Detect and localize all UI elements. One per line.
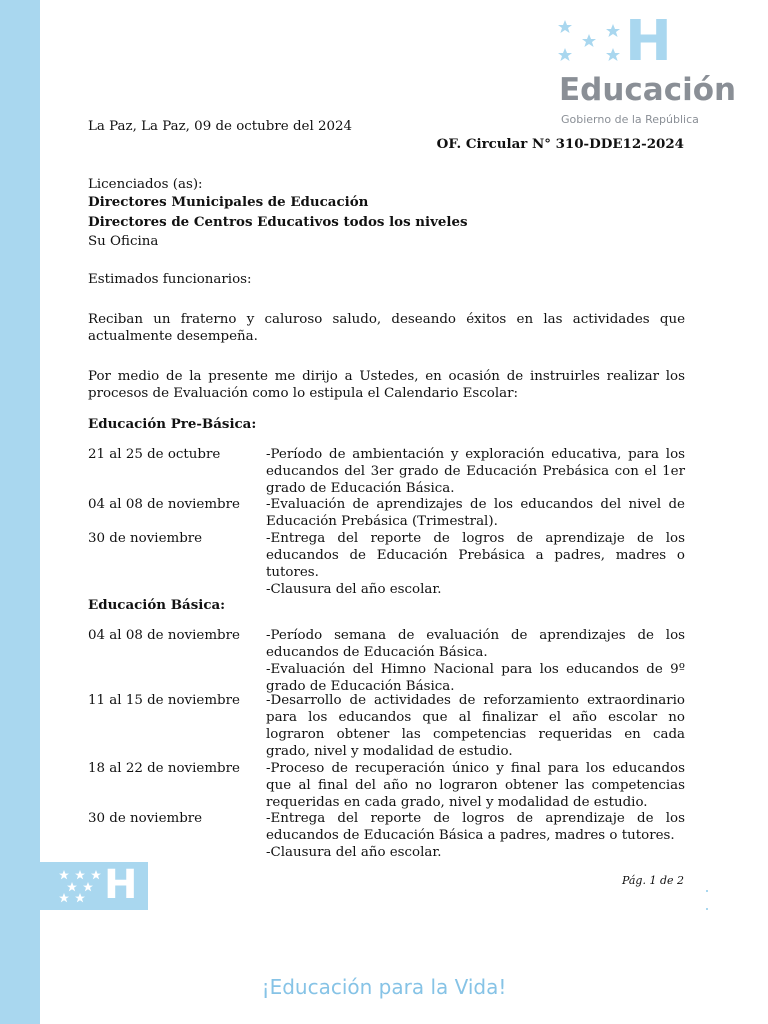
row-date: 18 al 22 de noviembre bbox=[88, 761, 240, 776]
row-date: 04 al 08 de noviembre bbox=[88, 628, 240, 643]
logo-stars-icon bbox=[555, 18, 627, 66]
recipient-line-1: Directores Municipales de Educación bbox=[88, 194, 369, 210]
paragraph-1: Reciban un fraterno y caluroso saludo, deseando éxitos en las actividades que actualmente desempeña. bbox=[88, 312, 685, 344]
row-item: -Desarrollo de actividades de reforzamiento extraordinario para los educandos que al finalizar el año escolar no lograron obtener las competencias requeridas en cada grado, nivel y modalidad de estudio. bbox=[266, 693, 685, 759]
circular-reference: OF. Circular N° 310-DDE12-2024 bbox=[436, 136, 684, 152]
badge-h-mark: H bbox=[104, 862, 138, 908]
recipient-line-2: Directores de Centros Educativos todos los niveles bbox=[88, 214, 468, 230]
row-date: 30 de noviembre bbox=[88, 531, 203, 546]
recipient-line-3: Su Oficina bbox=[88, 234, 159, 249]
row-date: 21 al 25 de octubre bbox=[88, 447, 221, 462]
row-item: -Entrega del reporte de logros de aprendizaje de los educandos de Educación Básica a padres, madres o tutores. bbox=[266, 811, 685, 843]
row-date: 30 de noviembre bbox=[88, 811, 203, 826]
row-date: 04 al 08 de noviembre bbox=[88, 497, 240, 512]
logo-government-line: Gobierno de la República bbox=[561, 113, 699, 126]
paragraph-2: Por medio de la presente me dirijo a Ustedes, en ocasión de instruirles realizar los procesos de Evaluación como lo estipula el Calendario Escolar: bbox=[88, 369, 685, 401]
section-title-basica: Educación Básica: bbox=[88, 597, 226, 613]
row-item: -Proceso de recuperación único y final para los educandos que al final del año no lograron obtener las competencias requeridas en cada grado, nivel y modalidad de estudio. bbox=[266, 761, 685, 810]
recipients-title: Licenciados (as): bbox=[88, 177, 203, 192]
margin-mark bbox=[706, 908, 708, 910]
row-item: -Período de ambientación y exploración educativa, para los educandos del 3er grado de Educación Prebásica con el 1er grado de Educación Básica. bbox=[266, 447, 685, 496]
education-logo bbox=[555, 9, 737, 130]
logo-h-mark: H bbox=[625, 9, 672, 74]
row-item: -Clausura del año escolar. bbox=[266, 845, 442, 860]
logo-wordmark: Educación bbox=[559, 72, 737, 108]
row-item: -Período semana de evaluación de aprendizajes de los educandos de Educación Básica. bbox=[266, 628, 685, 660]
row-item: -Entrega del reporte de logros de aprendizaje de los educandos de Educación Prebásica a padres, madres o tutores. bbox=[266, 531, 685, 580]
section-title-prebasica: Educación Pre-Básica: bbox=[88, 416, 257, 432]
footer-slogan: ¡Educación para la Vida! bbox=[261, 975, 507, 999]
row-item: -Evaluación de aprendizajes de los educandos del nivel de Educación Prebásica (Trimestral). bbox=[266, 497, 685, 529]
place-date: La Paz, La Paz, 09 de octubre del 2024 bbox=[88, 119, 353, 134]
left-accent-bar bbox=[0, 0, 40, 1024]
row-item: -Clausura del año escolar. bbox=[266, 582, 442, 597]
row-date: 11 al 15 de noviembre bbox=[88, 693, 240, 708]
margin-mark bbox=[706, 890, 708, 892]
badge-stars-icon bbox=[58, 868, 102, 904]
row-item: -Evaluación del Himno Nacional para los educandos de 9º grado de Educación Básica. bbox=[266, 662, 685, 694]
greeting: Estimados funcionarios: bbox=[88, 272, 252, 287]
page-number: Pág. 1 de 2 bbox=[621, 874, 684, 887]
